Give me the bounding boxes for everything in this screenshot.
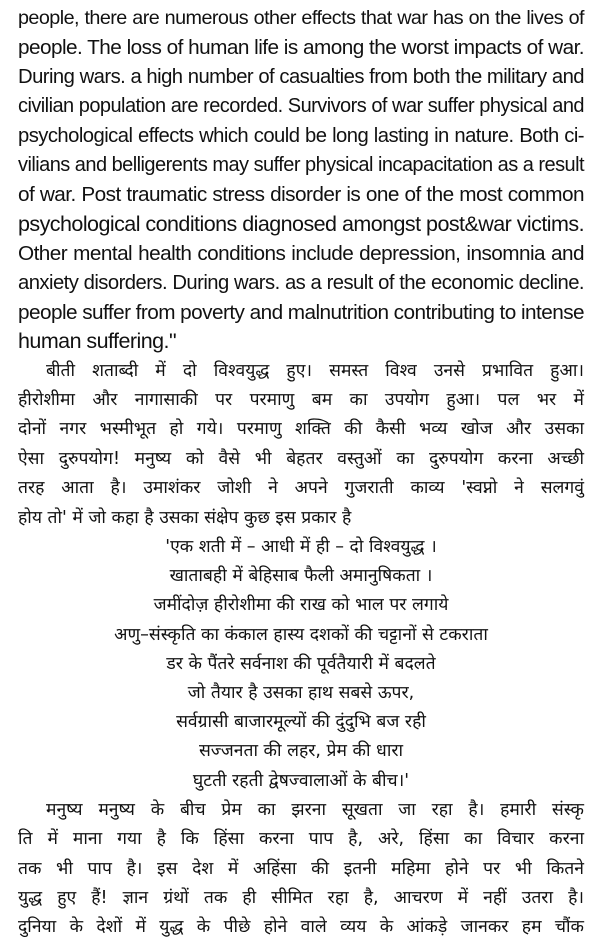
poem-line: खाताबही में बेहिसाब फैली अमानुषिकता ।	[169, 566, 433, 587]
text-line: ति में माना गया है कि हिंसा करना पाप है, अरे, हिंसा का विचार करना	[18, 829, 584, 850]
hindi-paragraph-1	[18, 357, 584, 533]
text-line: तक भी पाप है। इस देश में अहिंसा की इतनी महिमा होने पर भी कितने	[18, 858, 584, 879]
poem-line: जो तैयार है उसका हाथ सबसे ऊपर,	[187, 682, 415, 703]
text-line: During wars. a high number of casualties from both the military and	[18, 65, 584, 88]
english-paragraph	[18, 4, 584, 357]
text-line: people suffer from poverty and malnutrition contributing to intense	[18, 300, 585, 324]
poem-line: घुटती रहती द्वेषज्वालाओं के बीच।'	[192, 770, 410, 791]
text-line: होय तो' में जो कहा है उसका संक्षेप कुछ इस प्रकार है	[18, 507, 352, 528]
hindi-paragraph-2	[18, 796, 584, 943]
text-line: ऐसा दुरुपयोग! मनुष्य को वैसे भी बेहतर वस्तुओं का दुरुपयोग करना अच्छी	[18, 448, 584, 469]
poem-line: सज्जनता की लहर, प्रेम की धारा	[198, 741, 404, 762]
poem-line: अणु–संस्कृति का कंकाल हास्य दशकों की चट्टानों से टकराता	[114, 624, 488, 645]
poem-line: डर के पैंतरे सर्वनाश की पूर्वतैयारी में बदलते	[166, 653, 436, 674]
text-line: psychological conditions diagnosed amongst post&war victims.	[18, 211, 584, 236]
text-line: मनुष्य मनुष्य के बीच प्रेम का झरना सूखता जा रहा है। हमारी संस्कृ	[46, 799, 584, 820]
poem-line: सर्वग्रासी बाजारमूल्यों की दुंदुभि बज रही	[176, 712, 426, 733]
poem-quote	[18, 533, 584, 796]
text-line: युद्ध हुए हैं! ज्ञान ग्रंथों तक ही सीमित रहा है, आचरण में नहीं उतरा है।	[18, 887, 584, 908]
text-line: बीती शताब्दी में दो विश्वयुद्ध हुए। समस्त विश्व उनसे प्रभावित हुआ।	[46, 360, 584, 381]
text-line: people, there are numerous other effects that war has on the lives of	[18, 7, 584, 29]
book-page	[18, 4, 584, 943]
text-line: तरह आता है। उमाशंकर जोशी ने अपने गुजराती काव्य 'स्वप्नो ने सलगवुं	[18, 478, 584, 499]
text-line: Other mental health conditions include depression, insomnia and	[18, 242, 584, 266]
text-line: anxiety disorders. During wars. as a result of the economic decline.	[18, 271, 584, 294]
text-line: civilian population are recorded. Survivors of war suffer physical and	[18, 95, 584, 118]
text-line: हीरोशीमा और नागासाकी पर परमाणु बम का उपयोग हुआ। पल भर में	[18, 390, 584, 411]
text-line: human suffering."	[18, 329, 177, 354]
poem-line: 'एक शती में – आधी में ही – दो विश्वयुद्ध ।	[165, 537, 437, 558]
text-line: vilians and belligerents may suffer physical incapacitation as a result	[18, 153, 584, 176]
text-line: people. The loss of human life is among the worst impacts of war.	[18, 36, 584, 60]
text-line: of war. Post traumatic stress disorder is one of the most common	[18, 183, 584, 207]
text-line: psychological effects which could be long lasting in nature. Both ci-	[18, 124, 584, 147]
poem-line: जमींदोज़ हीरोशीमा की राख को भाल पर लगाये	[153, 595, 449, 616]
text-line: दोनों नगर भस्मीभूत हो गये। परमाणु शक्ति की कैसी भव्य खोज और उसका	[18, 419, 584, 440]
text-line: दुनिया के देशों में युद्ध के पीछे होने वाले व्यय के आंकड़े जानकर हम चौंक	[18, 917, 584, 938]
